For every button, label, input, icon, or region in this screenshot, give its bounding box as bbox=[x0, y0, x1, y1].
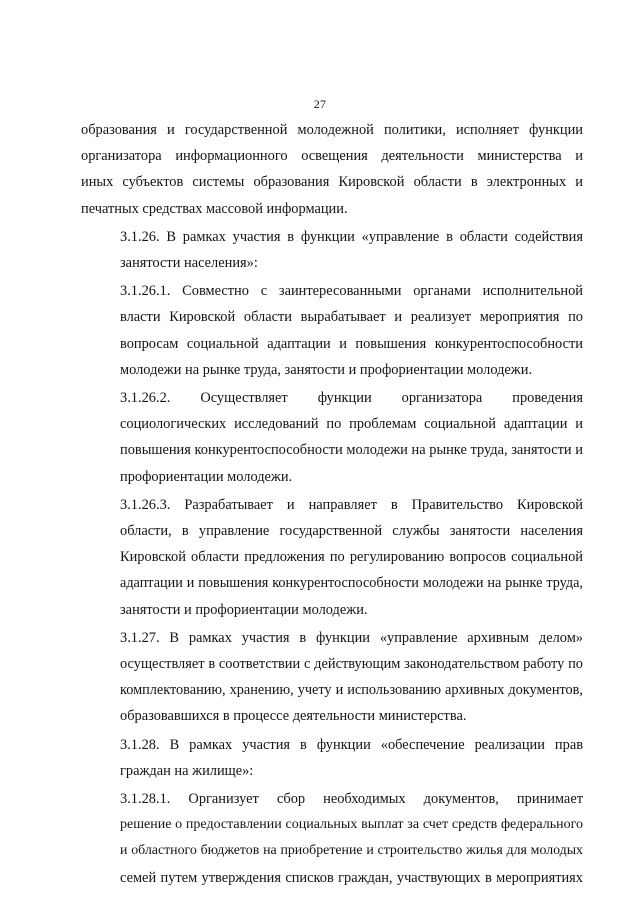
text-line: 3.1.26. В рамках участия в функции «управление в области содействия bbox=[120, 228, 583, 245]
text-line: 3.1.26.3. Разрабатывает и направляет в Правительство Кировской bbox=[120, 496, 583, 513]
text-line: печатных средствах массовой информации. bbox=[81, 200, 348, 217]
text-line: 3.1.28.1. Организует сбор необходимых документов, принимает bbox=[120, 791, 583, 808]
paragraph-3-1-26-3 bbox=[81, 492, 583, 623]
document-body bbox=[81, 117, 583, 891]
text-line: организатора информационного освещения деятельности министерства и bbox=[81, 148, 583, 165]
paragraph-3-1-26-1 bbox=[81, 278, 583, 383]
text-line: семей путем утверждения списков граждан, участвующих в мероприятиях bbox=[120, 869, 583, 886]
paragraph-3-1-27 bbox=[81, 625, 583, 730]
text-line: 3.1.26.1. Совместно с заинтересованными органами исполнительной bbox=[120, 283, 583, 300]
text-line: власти Кировской области вырабатывает и реализует мероприятия по bbox=[120, 309, 583, 326]
text-line: комплектованию, хранению, учету и использованию архивных документов, bbox=[120, 682, 583, 699]
text-line: социологических исследований по проблемам социальной адаптации и bbox=[120, 416, 583, 433]
text-line: образования и государственной молодежной политики, исполняет функции bbox=[81, 122, 583, 138]
text-line: осуществляет в соответствии с действующим законодательством работу по bbox=[120, 656, 583, 673]
text-line: граждан на жилище»: bbox=[120, 762, 254, 779]
text-line: 3.1.27. В рамках участия в функции «управление архивным делом» bbox=[120, 629, 583, 646]
text-line: образовавшихся в процессе деятельности министерства. bbox=[120, 708, 467, 725]
text-line: 3.1.28. В рамках участия в функции «обеспечение реализации прав bbox=[120, 736, 583, 753]
text-line: Кировской области предложения по регулированию вопросов социальной bbox=[120, 549, 583, 566]
text-line: 3.1.26.2. Осуществляет функции организатора проведения bbox=[120, 390, 583, 407]
paragraph-3-1-26 bbox=[81, 224, 583, 276]
text-line: повышения конкурентоспособности молодежи на рынке труда, занятости и bbox=[120, 442, 583, 459]
page-number: 27 bbox=[313, 97, 327, 111]
text-line: вопросам социальной адаптации и повышения конкурентоспособности bbox=[120, 335, 583, 352]
text-line: занятости населения»: bbox=[120, 255, 258, 272]
text-line: иных субъектов системы образования Кировской области в электронных и bbox=[81, 174, 583, 191]
text-line: молодежи на рынке труда, занятости и профориентации молодежи. bbox=[120, 361, 533, 378]
paragraph-continuation bbox=[81, 117, 583, 222]
text-line: области, в управление государственной службы занятости населения bbox=[120, 523, 583, 540]
paragraph-3-1-28 bbox=[81, 732, 583, 784]
text-line: профориентации молодежи. bbox=[120, 468, 293, 485]
text-line: и областного бюджетов на приобретение и строительство жилья для молодых bbox=[120, 843, 583, 859]
text-line: занятости и профориентации молодежи. bbox=[120, 601, 368, 618]
paragraph-3-1-26-2 bbox=[81, 385, 583, 490]
text-line: решение о предоставлении социальных выплат за счет средств федерального bbox=[120, 817, 583, 833]
paragraph-3-1-28-1 bbox=[81, 786, 583, 891]
text-line: адаптации и повышения конкурентоспособности молодежи на рынке труда, bbox=[120, 575, 583, 592]
